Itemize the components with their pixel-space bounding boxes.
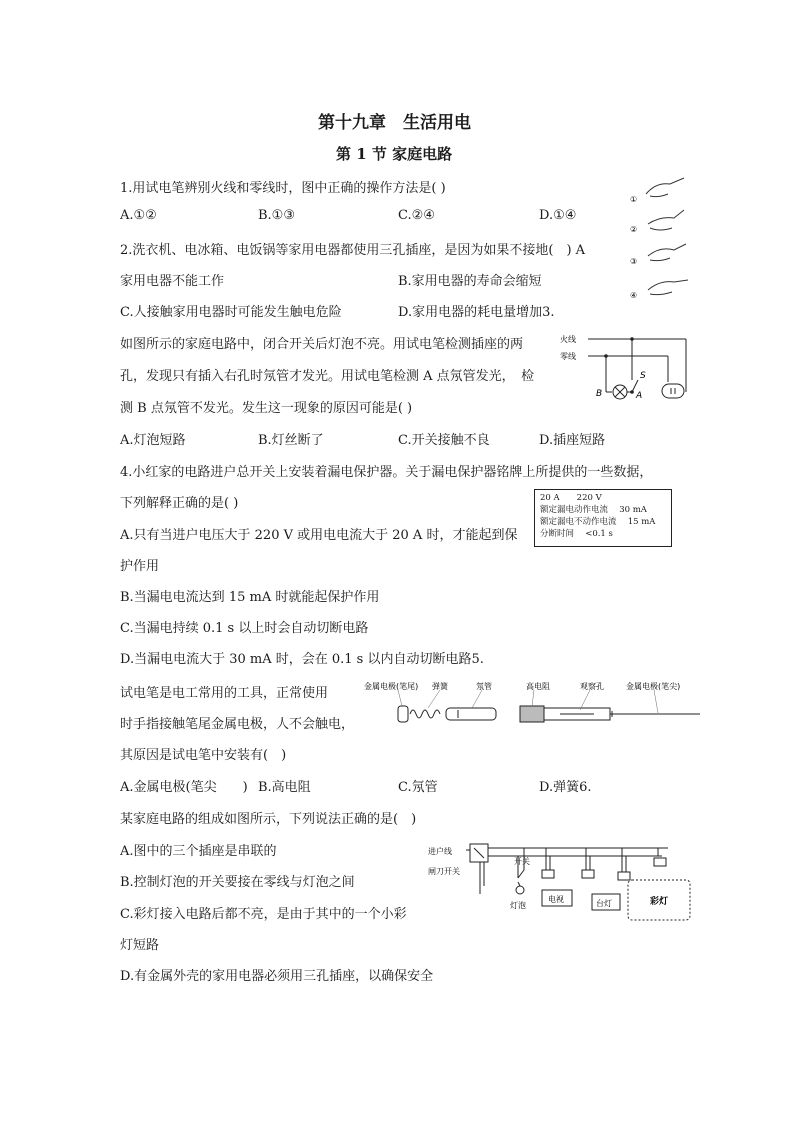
- q5-option-c: C.氖管: [398, 780, 438, 795]
- q6-option-b: B.控制灯泡的开关要接在零线与灯泡之间: [120, 875, 355, 890]
- q6-option-c: C.彩灯接入电路后都不亮，是由于其中的一个小彩: [120, 907, 407, 922]
- q3-option-d: D.插座短路: [539, 433, 606, 448]
- q4-option-c: C.当漏电持续 0.1 s 以上时会自动切断电路: [120, 621, 369, 636]
- q3-point-b: B: [596, 389, 603, 399]
- q6-home-circuit-diagram: [426, 834, 702, 924]
- q1-option-d: D.①④: [539, 208, 577, 223]
- q3-neutral-label: 零线: [560, 352, 576, 361]
- q1-label-4: ④: [630, 291, 638, 300]
- question-1: 1.用试电笔辨别火线和零线时，图中正确的操作方法是( ): [120, 181, 446, 196]
- q4-option-d: D.当漏电电流大于 30 mA 时，会在 0.1 s 以内自动切断电路5.: [120, 652, 484, 667]
- q6-option-d: D.有金属外壳的家用电器必须用三孔插座，以确保安全: [120, 969, 434, 984]
- nameplate-row: 分断时间 <0.1 s: [540, 529, 613, 539]
- q2-option-d: D.家用电器的耗电量增加3.: [398, 305, 555, 320]
- chapter-title: 第十九章 生活用电: [318, 113, 471, 133]
- q1-option-a: A.①②: [120, 208, 157, 223]
- q4-nameplate: [534, 489, 672, 547]
- q4-option-b: B.当漏电电流达到 15 mA 时就能起保护作用: [120, 590, 380, 605]
- q6-label-bulb: 灯泡: [510, 901, 526, 910]
- question-6: 某家庭电路的组成如图所示，下列说法正确的是( ): [120, 812, 417, 827]
- q3-live-label: 火线: [560, 335, 576, 344]
- q3-circuit-diagram: [558, 328, 690, 404]
- q5-label-resistor: 高电阻: [526, 682, 550, 691]
- q1-pen-figure: [628, 172, 692, 304]
- q6-label-switch: 开关: [514, 857, 530, 866]
- q3-option-c: C.开关接触不良: [398, 433, 490, 448]
- q3-switch-label: S: [640, 371, 646, 381]
- q2-option-c: C.人接触家用电器时可能发生触电危险: [120, 305, 342, 320]
- q2-option-b: B.家用电器的寿命会缩短: [398, 274, 542, 289]
- question-5-line-1: 试电笔是电工常用的工具，正常使用: [120, 686, 329, 701]
- q6-option-c-cont: 灯短路: [120, 938, 160, 953]
- nameplate-row: 20 A 220 V: [540, 493, 602, 503]
- section-title: 第 1 节 家庭电路: [336, 145, 453, 163]
- q6-label-string-lights: 彩灯: [650, 897, 669, 907]
- nameplate-row: 额定漏电不动作电流 15 mA: [540, 517, 656, 527]
- question-2: 2.洗衣机、电冰箱、电饭锅等家用电器都使用三孔插座，是因为如果不接地( ) A: [120, 243, 586, 258]
- q1-label-3: ③: [630, 257, 638, 266]
- question-5-line-2: 时手指接触笔尾金属电极，人不会触电，: [120, 717, 355, 732]
- question-3-line-1: 如图所示的家庭电路中，闭合开关后灯泡不亮。用试电笔检测插座的两: [120, 337, 524, 352]
- q1-label-1: ①: [630, 195, 638, 204]
- q5-label-neon: 氖管: [476, 682, 492, 691]
- q6-label-knife-switch: 闸刀开关: [428, 867, 460, 876]
- q5-test-pen-diagram: [362, 680, 704, 732]
- q3-point-a: A: [636, 391, 643, 401]
- question-5-line-3: 其原因是试电笔中安装有( ): [120, 748, 287, 763]
- q6-label-service-line: 进户线: [428, 847, 452, 856]
- question-4-line-1: 4.小红家的电路进户总开关上安装着漏电保护器。关于漏电保护器铭牌上所提供的一些数据，: [120, 465, 653, 480]
- q2-option-a-cont: 家用电器不能工作: [120, 274, 225, 289]
- q5-label-tail-electrode: 金属电极(笔尾): [364, 682, 419, 691]
- q5-label-tip-electrode: 金属电极(笔尖): [626, 682, 681, 691]
- q1-option-b: B.①③: [258, 208, 295, 223]
- q4-option-a-cont: 护作用: [120, 559, 160, 574]
- q4-option-a: A.只有当进户电压大于 220 V 或用电电流大于 20 A 时，才能起到保: [120, 528, 518, 543]
- q6-label-desk-lamp: 台灯: [596, 899, 612, 908]
- question-3-line-2: 孔，发现只有插入右孔时氖管才发光。用试电笔检测 A 点氖管发光， 检: [120, 369, 535, 384]
- q5-option-b: B.高电阻: [258, 780, 311, 795]
- q6-option-a: A.图中的三个插座是串联的: [120, 844, 277, 859]
- q5-label-spring: 弹簧: [432, 682, 448, 691]
- q3-option-b: B.灯丝断了: [258, 433, 324, 448]
- q5-option-d: D.弹簧6.: [539, 780, 592, 795]
- question-3-line-3: 测 B 点氖管不发光。发生这一现象的原因可能是( ): [120, 401, 413, 416]
- q6-label-tv: 电视: [548, 895, 564, 904]
- q1-option-c: C.②④: [398, 208, 435, 223]
- q5-label-window: 观察孔: [580, 682, 604, 691]
- nameplate-row: 额定漏电动作电流 30 mA: [540, 505, 647, 515]
- q3-option-a: A.灯泡短路: [120, 433, 186, 448]
- question-4-line-2: 下列解释正确的是( ): [120, 496, 239, 511]
- q1-label-2: ②: [630, 225, 638, 234]
- q5-option-a: A.金属电极(笔尖 ): [120, 780, 248, 795]
